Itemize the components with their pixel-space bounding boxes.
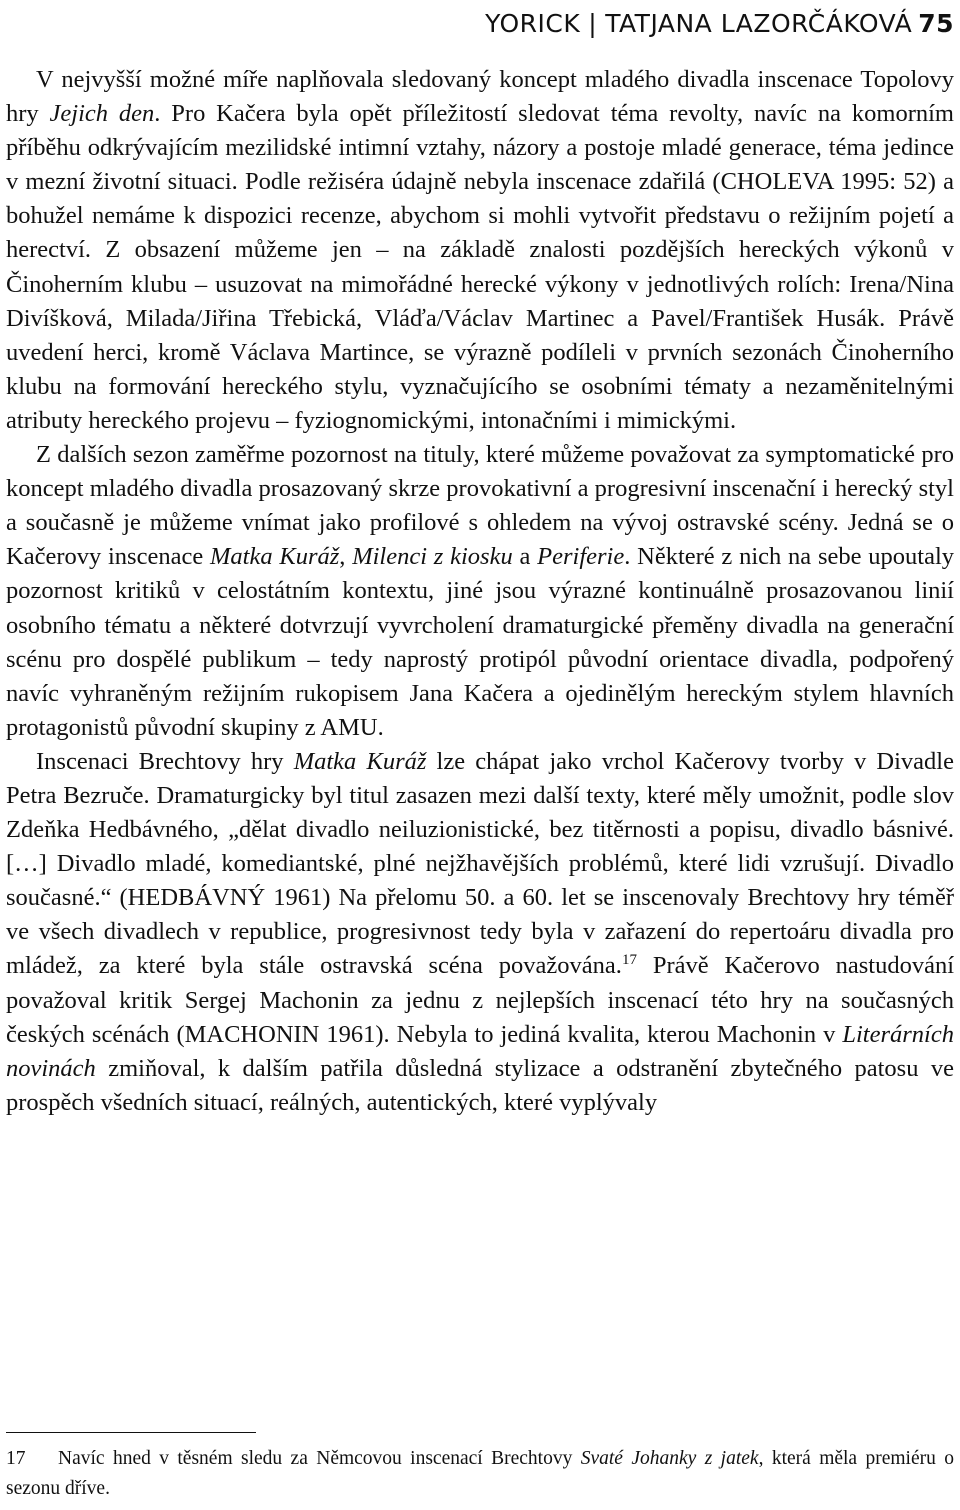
paragraph — [6, 63, 954, 438]
footnote-number: 17 — [6, 1448, 26, 1469]
header-separator: | — [588, 9, 598, 38]
footnote-text: , která měla premiéru o sezonu dříve. — [6, 1448, 954, 1499]
text-run: . Některé z nich na sebe upoutaly pozornost kritiků v celostátním kontextu, jiné jsou výrazné kontinuálně prosazovanou linií osobního tématu a některé dotvrzují vyvrcholení dramaturgické přeměny divadla na generační scénu pro dospělé publikum – tedy naprostý protipól původní orientace divadla, podpořený navíc vyhraněným režijním rukopisem Jana Kačera a ojedinělým hereckým stylem hlavních protagonistů původní skupiny z AMU. — [6, 543, 955, 741]
text-run: Právě Kačerovo nastudování považoval kritik Sergej Machonin za jednu z nejlepších inscenací této hry na současných českých scénách (MACHONIN 1961). Nebyla to jediná kvalita, kterou Machonin v — [6, 952, 955, 1048]
text-run: V nejvyšší možné míře naplňovala sledovaný koncept mladého divadla inscenace Topolovy hry — [6, 66, 954, 128]
text-run: , — [339, 543, 353, 571]
footnote — [6, 1444, 954, 1504]
text-run: zmiňoval, k dalším patřila důsledná stylizace a odstranění zbytečného patosu ve prospěch všedních situací, reálných, autentických, které vyplývaly — [6, 1054, 954, 1116]
footnote-divider — [6, 1432, 256, 1433]
italic-title: Matka Kuráž — [293, 747, 427, 775]
footnote-text: Navíc hned v těsném sledu za Němcovou inscenací Brechtovy — [58, 1448, 581, 1469]
paragraph — [6, 745, 954, 1120]
text-run: Inscenaci Brechtovy hry — [36, 747, 294, 775]
italic-title: Periferie — [537, 543, 625, 571]
text-run: a — [512, 543, 538, 571]
italic-title: Milenci z kiosku — [352, 543, 513, 571]
running-header — [485, 4, 954, 44]
paragraph — [6, 438, 954, 745]
italic-title: Svaté Johanky z jatek — [580, 1448, 759, 1469]
italic-title: Matka Kuráž — [210, 543, 340, 571]
text-run: Z dalších sezon zaměřme pozornost na tituly, které můžeme považovat za symptomatické pro koncept mladého divadla prosazovaný skrze provokativní a progresivní inscenační i herecký styl a současně je můžeme vnímat jako profilové s ohledem na vývoj ostravské scény. Jedná se o Kačerovy inscenace — [6, 441, 954, 571]
footnote-reference[interactable]: 17 — [621, 952, 637, 969]
body-text — [6, 63, 954, 1120]
italic-title: Literárních novinách — [6, 1020, 954, 1082]
author-name: TATJANA LAZORČÁKOVÁ — [605, 9, 913, 38]
text-run: lze chápat jako vrchol Kačerovy tvorby v Divadle Petra Bezruče. Dramaturgicky byl titul zasazen mezi další texty, které měly umožnit, podle slov Zdeňka Hedbávného, „dělat divadlo neiluzionistické, bez titěrnosti a popisu, divadlo básnivé. […] Divadlo mladé, komediantské, plné nejžhavějších problémů, které lidi vzrušují. Divadlo současné.“ (HEDBÁVNÝ 1961) Na přelomu 50. a 60. let se inscenovaly Brechtovy hry téměř ve všech divadlech v republice, progresivnost tedy byla v zařazení do repertoáru divadla pro mládež, za které byla stále ostravská scéna považována. — [6, 747, 954, 980]
italic-title: Jejich den — [49, 100, 155, 128]
journal-title: YORICK — [485, 9, 581, 38]
page-number: 75 — [918, 9, 954, 38]
text-run: . Pro Kačera byla opět příležitostí sledovat téma revolty, navíc na komorním příběhu odkrývajícím mezilidské intimní vztahy, názory a postoje mladé generace, téma jedince v mezní životní situaci. Podle režiséra údajně nebyla inscenace zdařilá (CHOLEVA 1995: 52) a bohužel nemáme k dispozici recenze, abychom si mohli vytvořit představu o režijním pojetí a herectví. Z obsazení můžeme jen – na základě znalosti pozdějších hereckých výkonů v Činoherním klubu – usuzovat na mimořádné herecké výkony v jednotlivých rolích: Irena/Nina Divíšková, Milada/Jiřina Třebická, Vláďa/Václav Martinec a Pavel/František Husák. Právě uvedení herci, kromě Václava Martince, se výrazně podíleli v prvních sezonách Činoherního klubu na formování hereckého stylu, vyznačujícího se osobními tématy a nezaměnitelnými atributy hereckého projevu – fyziognomickými, intonačními i mimickými. — [6, 100, 954, 434]
